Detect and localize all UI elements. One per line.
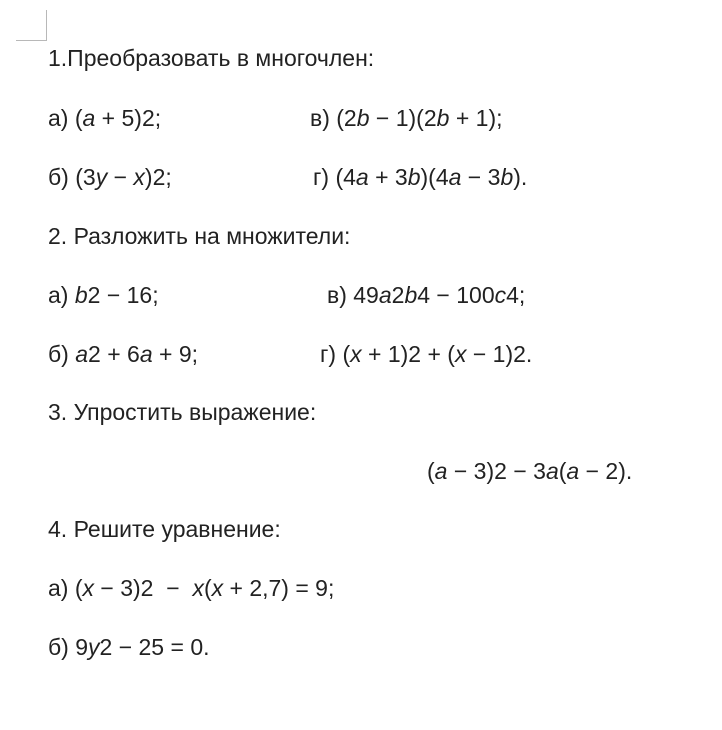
task1-item-v: в) (2b − 1)(2b + 1); (310, 105, 503, 131)
page-corner-mark (16, 10, 47, 41)
task3-title: 3. Упростить выражение: (48, 399, 317, 425)
task3-expression: (a − 3)2 − 3a(a − 2). (427, 458, 633, 484)
task2-item-v: в) 49a2b4 − 100c4; (327, 282, 526, 308)
task1-item-g: г) (4a + 3b)(4a − 3b). (313, 164, 528, 190)
task1-item-a: а) (a + 5)2; (48, 105, 162, 131)
task2-title: 2. Разложить на множители: (48, 223, 351, 249)
task1-title: 1.Преобразовать в многочлен: (48, 45, 375, 71)
task4-title: 4. Решите уравнение: (48, 516, 281, 542)
task2-item-b: б) a2 + 6a + 9; (48, 341, 199, 367)
task2-item-a: а) b2 − 16; (48, 282, 159, 308)
task4-item-a: а) (x − 3)2 − x(x + 2,7) = 9; (48, 575, 335, 601)
task1-item-b: б) (3y − x)2; (48, 164, 172, 190)
task4-item-b: б) 9y2 − 25 = 0. (48, 634, 210, 660)
task2-item-g: г) (x + 1)2 + (x − 1)2. (320, 341, 533, 367)
